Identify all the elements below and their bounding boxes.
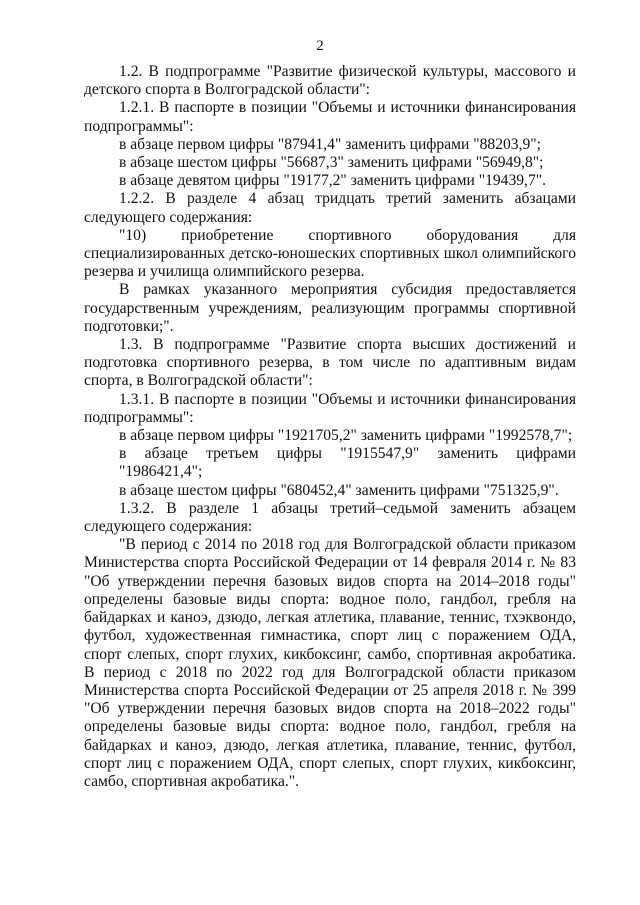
amendment-line: в абзаце первом цифры "87941,4" заменить цифрами "88203,9";	[119, 135, 541, 153]
paragraph-1-3: 1.3. В подпрограмме "Развитие спорта высших достижений и подготовка спортивного резерва, в том числе по адаптивным видам спорта, в Волгоградской области":	[84, 336, 576, 390]
amendment-line: в абзаце первом цифры "1921705,2" заменить цифрами "1992578,7";	[119, 427, 573, 445]
amendment-line: в абзаце шестом цифры "680452,4" заменить цифрами "751325,9".	[119, 481, 559, 499]
amendment-line: в абзаце третьем цифры "1915547,9" заменить цифрами "1986421,4";	[119, 445, 576, 481]
page-number: 2	[316, 38, 324, 54]
paragraph-1-3-2: 1.3.2. В разделе 1 абзацы третий–седьмой заменить абзацем следующего содержания:	[84, 499, 576, 536]
amendment-line: в абзаце шестом цифры "56687,3" заменить цифрами "56949,8";	[119, 154, 544, 172]
quoted-base-sports-paragraph: "В период с 2014 по 2018 год для Волгоградской области приказом Министерства спорта Российской Федерации от 14 февраля 2014 г. № 83 "Об утверждении перечня базовых видов спорта на 2014–2018 годы" определены базовые виды спорта: водное поло, гандбол, гребля на байдарках и каноэ, дзюдо, легкая атлетика, плавание, теннис, тхэквондо, футбол, художественная гимнастика, спорт лиц с поражением ОДА, спорт слепых, спорт глухих, кикбоксинг, самбо, спортивная акробатика. В период с 2018 по 2022 год для Волгоградской области приказом Министерства спорта Российской Федерации от 25 апреля 2018 г. № 399 "Об утверждении перечня базовых видов спорта на 2018–2022 годы" определены базовые виды спорта: водное поло, гандбол, гребля на байдарках и каноэ, дзюдо, легкая атлетика, плавание, теннис, футбол, спорт лиц с поражением ОДА, спорт слепых, спорт глухих, кикбоксинг, самбо, спортивная акробатика.".	[84, 536, 576, 790]
quoted-item-10: "10) приобретение спортивного оборудования для специализированных детско-юношеских спортивных школ олимпийского резерва и училища олимпийского резерва.	[84, 226, 576, 281]
paragraph-1-2-1: 1.2.1. В паспорте в позиции "Объемы и источники финансирования подпрограммы":	[84, 99, 576, 135]
paragraph-1-2-2: 1.2.2. В разделе 4 абзац тридцать третий заменить абзацами следующего содержания:	[84, 190, 576, 226]
paragraph-1-3-1: 1.3.1. В паспорте в позиции "Объемы и источники финансирования подпрограммы":	[84, 390, 576, 426]
quoted-subsidy-paragraph: В рамках указанного мероприятия субсидия предоставляется государственным учреждениям, реализующим программы спортивной подготовки;".	[84, 281, 576, 335]
paragraph-1-2: 1.2. В подпрограмме "Развитие физической культуры, массового и детского спорта в Волгоградской области":	[84, 63, 576, 99]
document-body	[84, 63, 576, 791]
amendment-line: в абзаце девятом цифры "19177,2" заменить цифрами "19439,7".	[119, 172, 547, 190]
